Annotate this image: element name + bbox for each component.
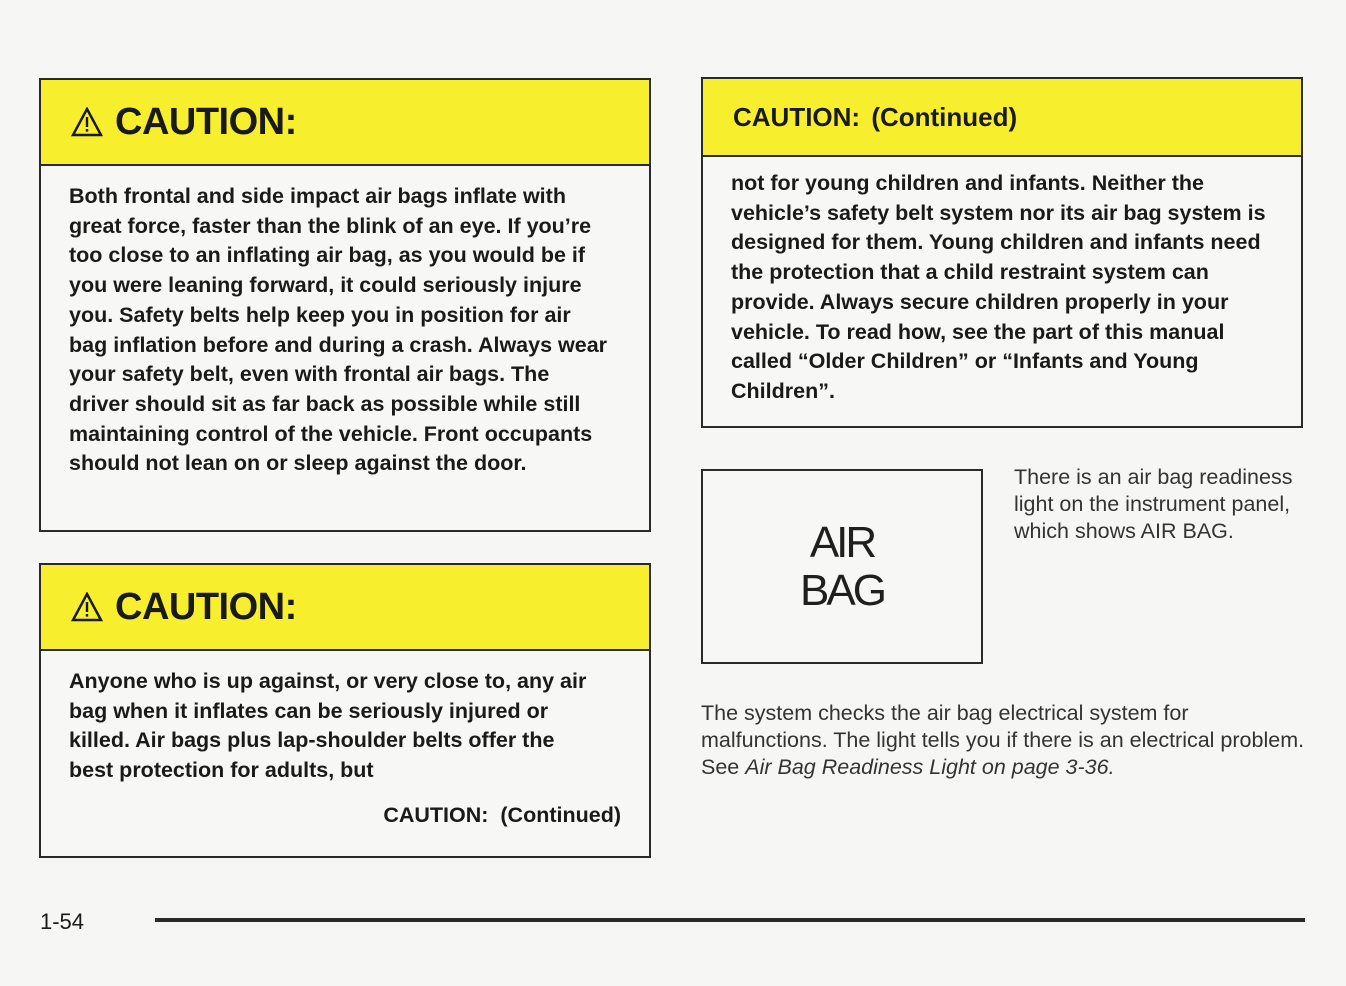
caution-continued-title: CAUTION: (Continued) [733,101,1018,132]
caution-body-text: Anyone who is up against, or very close to, any air bag when it inflates can be seriously injured or killed. Air bags plus lap-shoulder belts offer the best protection for adults, but [69,669,587,783]
caution-body-text: not for young children and infants. Neither the vehicle’s safety belt system nor its air bag system is designed for them. Young children and infants need the protection that a child restraint system can provide. Always secure children properly in your vehicle. To read how, see the part of this manual called “Older Children” or “Infants and Young Children”. [731,171,1266,403]
airbag-light-description: There is an air bag readiness light on the instrument panel, which shows AIR BAG. [1014,465,1293,543]
caution-header [703,79,1301,157]
airbag-line-2: BAG [800,565,884,615]
caution-box-continued [701,77,1303,428]
system-check-paragraph [701,700,1311,781]
caution-title-text: CAUTION: [115,585,297,628]
airbag-readiness-light-illustration [701,469,983,664]
paragraph-text: The system checks the air bag electrical system for malfunctions. The light tells you if there is an electrical problem. See [701,701,1305,779]
airbag-light-label [800,519,884,615]
caution-header [41,80,649,166]
caution-body-text: Both frontal and side impact air bags inflate with great force, faster than the blink of an eye. If you’re too close to an inflating air bag, as you would be if you were leaning forward, it could seriously injure you. Safety belts help keep you in position for air bag inflation before and during a crash. Always wear your safety belt, even with frontal air bags. The driver should sit as far back as possible while still maintaining control of the vehicle. Front occupants should not lean on or sleep against the door. [69,184,608,476]
caution-title-text: CAUTION: [115,100,297,143]
warning-triangle-icon [71,107,103,137]
page-number: 1-54 [40,909,85,934]
warning-triangle-icon [71,592,103,622]
caution-title [41,586,297,629]
footer-divider [155,918,1305,922]
airbag-line-1: AIR [809,517,875,567]
caution-box-frontal-side [39,78,651,532]
caution-continued-label: CAUTION: (Continued) [383,803,621,827]
cross-reference-link[interactable]: Air Bag Readiness Light on page 3-36. [745,755,1115,779]
caution-box-close-proximity [39,563,651,858]
caution-header [41,565,649,651]
caution-title [41,101,297,144]
